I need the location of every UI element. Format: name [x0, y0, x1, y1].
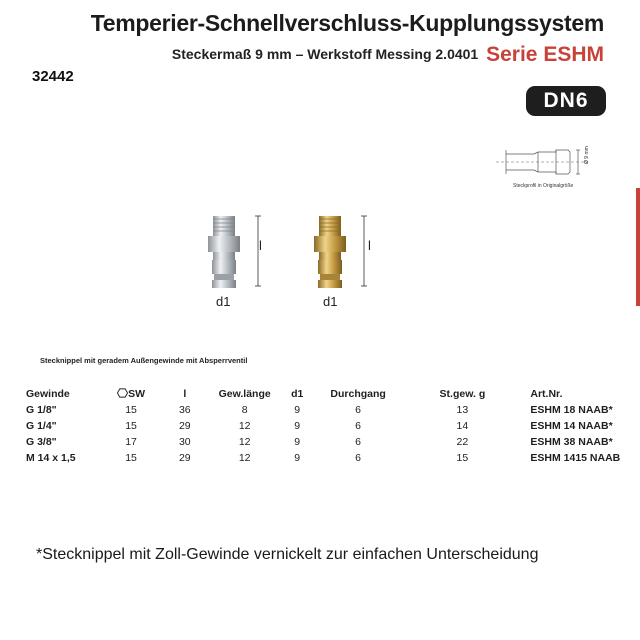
cell-artnr: ESHM 18 NAAB* — [530, 404, 613, 416]
footnote: *Stecknippel mit Zoll-Gewinde vernickelt zur einfachen Unterscheidung — [36, 546, 539, 563]
cell-stgew: 22 — [456, 436, 469, 448]
cell-artnr: ESHM 38 NAAB* — [530, 436, 613, 448]
cell-stgew: 15 — [456, 452, 469, 464]
brass-length-label: l — [368, 238, 371, 253]
dn-badge: DN6 — [526, 86, 606, 116]
cell-sw: 17 — [125, 436, 137, 448]
cell-artnr: ESHM 1415 NAAB — [530, 452, 621, 464]
nickel-fitting-image — [196, 214, 276, 294]
cell-l: 29 — [178, 452, 191, 464]
cell-gewlaenge: 8 — [241, 404, 248, 416]
profile-caption: Steckprofil in Originalgröße — [513, 183, 574, 189]
material-text: Steckermaß 9 mm – Werkstoff Messing 2.0401 — [171, 46, 479, 62]
header-sw — [109, 386, 153, 402]
cell-artnr: ESHM 14 NAAB* — [530, 420, 613, 432]
brass-fitting-image — [302, 214, 382, 294]
page-subtitle — [172, 43, 604, 67]
cell-stgew: 13 — [456, 404, 469, 416]
cell-gewinde: G 1/4" — [26, 420, 57, 432]
cell-sw: 15 — [125, 404, 137, 416]
cell-gewinde: G 3/8" — [26, 436, 57, 448]
cell-d1: 9 — [294, 420, 301, 432]
cell-d1: 9 — [294, 436, 301, 448]
header-sw-label: SW — [128, 388, 146, 400]
article-group-number: 32442 — [32, 68, 74, 85]
cell-durchgang: 6 — [355, 420, 362, 432]
table-row — [26, 434, 640, 450]
cell-d1: 9 — [294, 404, 301, 416]
cell-l: 29 — [178, 420, 191, 432]
spec-table — [26, 386, 640, 466]
series-label: Serie ESHM — [486, 43, 604, 66]
cell-gewlaenge: 12 — [238, 420, 251, 432]
table-row — [26, 418, 640, 434]
header-gewinde: Gewinde — [26, 388, 70, 400]
header-stgew: St.gew. g — [439, 388, 486, 400]
page-title: Temperier-Schnellverschluss-Kupplungssystem — [90, 10, 604, 36]
cell-l: 30 — [178, 436, 191, 448]
cell-gewlaenge: 12 — [238, 452, 251, 464]
cell-durchgang: 6 — [355, 404, 362, 416]
cell-d1: 9 — [294, 452, 301, 464]
cell-gewlaenge: 12 — [238, 436, 251, 448]
accent-edge-bar — [636, 188, 640, 306]
header-l: l — [183, 388, 187, 400]
table-header-row — [26, 386, 640, 402]
header-durchgang: Durchgang — [330, 388, 386, 400]
cell-durchgang: 6 — [355, 452, 362, 464]
table-row — [26, 402, 640, 418]
profile-dimension-label: Ø 9 mm — [584, 146, 590, 164]
nickel-length-label: l — [259, 238, 262, 253]
cell-durchgang: 6 — [355, 436, 362, 448]
header-artnr: Art.Nr. — [530, 388, 563, 400]
hexagon-icon — [117, 388, 128, 398]
cell-stgew: 14 — [456, 420, 469, 432]
cell-gewinde: G 1/8" — [26, 404, 57, 416]
cell-gewinde: M 14 x 1,5 — [26, 452, 76, 464]
table-row — [26, 450, 640, 466]
cell-sw: 15 — [125, 452, 137, 464]
header-gewlaenge: Gew.länge — [218, 388, 271, 400]
cell-l: 36 — [178, 404, 191, 416]
nickel-d1-label: d1 — [216, 294, 231, 309]
brass-d1-label: d1 — [323, 294, 338, 309]
table-caption: Stecknippel mit geradem Außengewinde mit Absperrventil — [40, 356, 248, 365]
cell-sw: 15 — [125, 420, 137, 432]
header-d1: d1 — [291, 388, 304, 400]
